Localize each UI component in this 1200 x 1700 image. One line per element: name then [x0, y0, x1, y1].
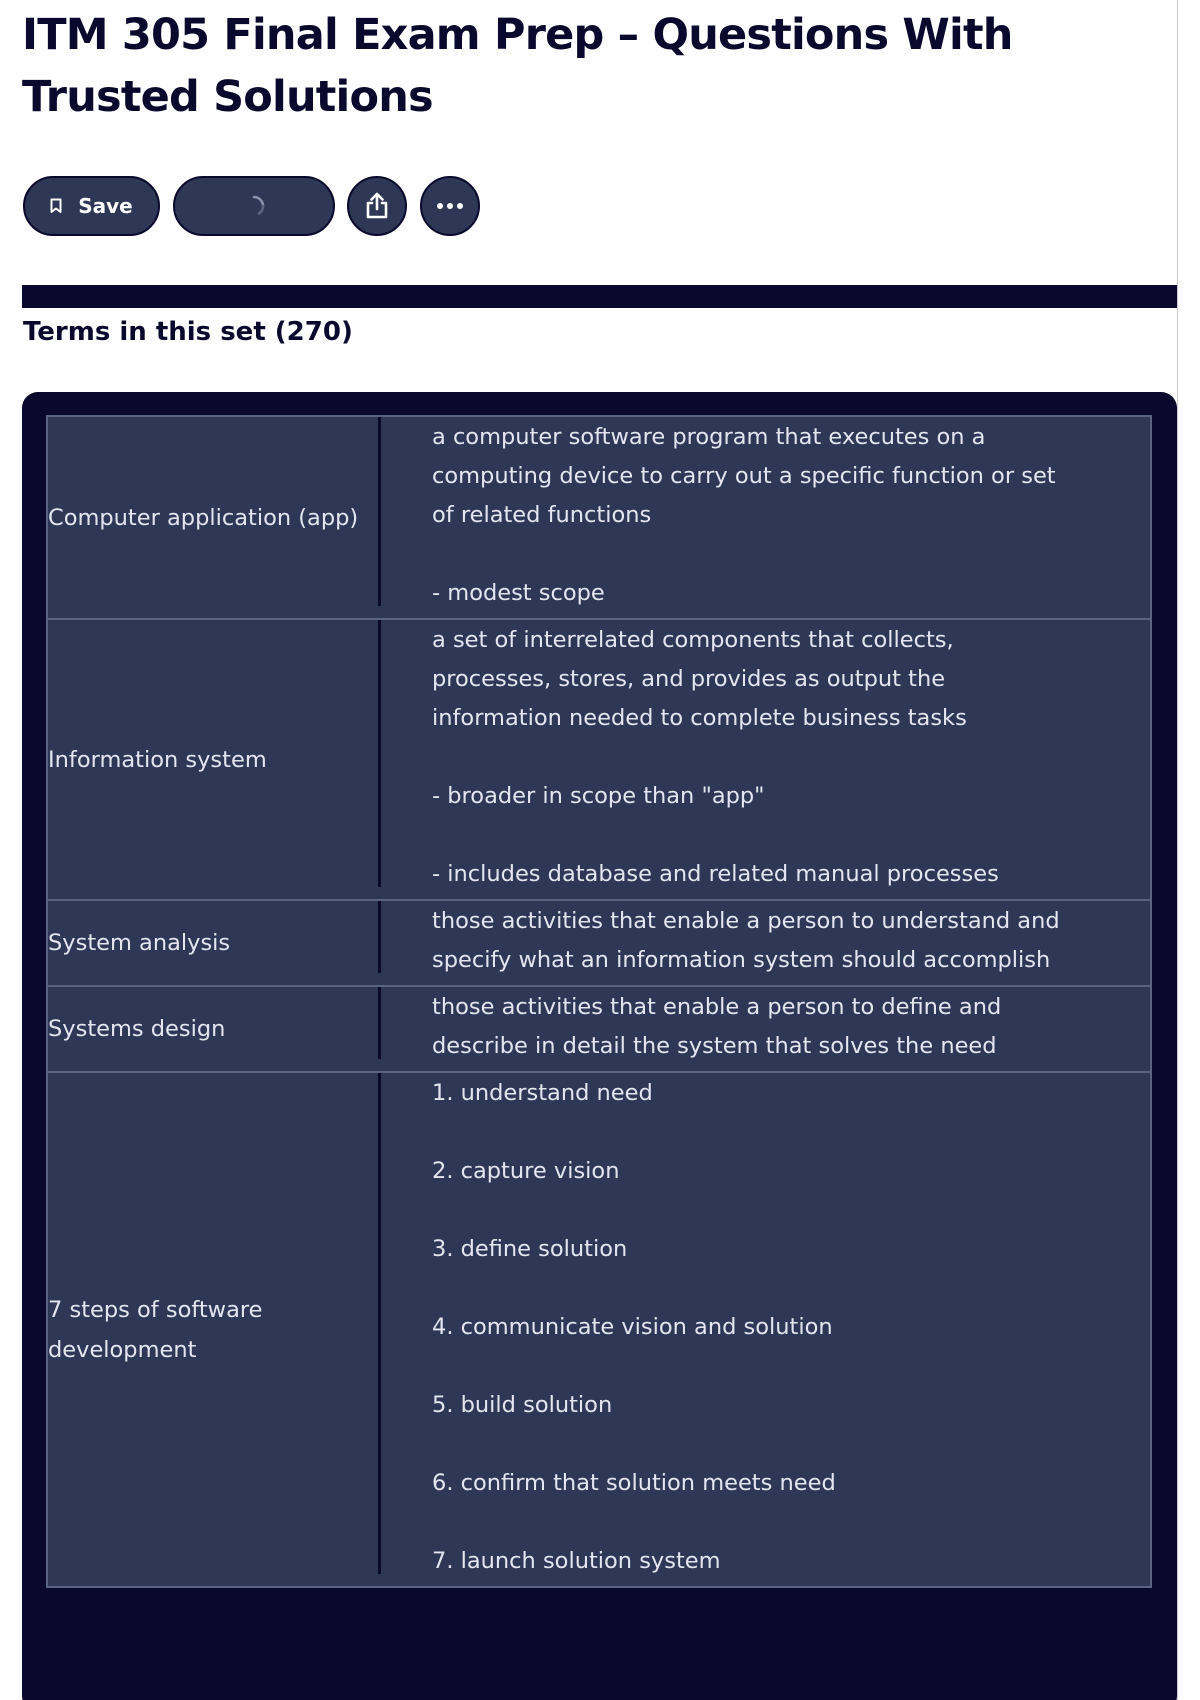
definition-line: - broader in scope than "app" — [432, 783, 765, 809]
term-definition — [403, 417, 1150, 618]
definition-line: describe in detail the system that solves the need — [432, 1033, 997, 1059]
term-row[interactable] — [48, 899, 1150, 985]
definition-spacer — [432, 1269, 1060, 1308]
page-edge-divider — [1177, 0, 1178, 1700]
definition-line: a computer software program that executes on a — [432, 424, 986, 450]
definition-line: a set of interrelated components that collects, — [432, 627, 954, 653]
term-definition — [403, 620, 1150, 899]
spinner-icon — [241, 193, 267, 219]
term-word: Systems design — [48, 987, 403, 1071]
term-word: 7 steps of software development — [48, 1073, 403, 1586]
definition-spacer — [432, 816, 1060, 855]
term-word: Computer application (app) — [48, 417, 403, 618]
definition-line: computing device to carry out a specific function or set — [432, 463, 1056, 489]
page-title: ITM 305 Final Exam Prep – Questions With Trusted Solutions — [22, 10, 1013, 122]
definition-spacer — [432, 1191, 1060, 1230]
definition-spacer — [432, 1347, 1060, 1386]
definition-line: of related functions — [432, 502, 652, 528]
definition-line: 6. confirm that solution meets need — [432, 1470, 836, 1496]
term-definition — [403, 987, 1150, 1071]
terms-card — [22, 392, 1177, 1700]
definition-spacer — [432, 1503, 1060, 1542]
term-row[interactable] — [48, 985, 1150, 1071]
more-icon — [436, 202, 464, 210]
term-word: System analysis — [48, 901, 403, 985]
definition-line: 7. launch solution system — [432, 1548, 721, 1574]
term-definition — [403, 901, 1150, 985]
definition-line: processes, stores, and provides as output the — [432, 666, 946, 692]
save-button-label: Save — [78, 194, 133, 218]
definition-spacer — [432, 738, 1060, 777]
definition-spacer — [432, 1425, 1060, 1464]
term-row[interactable] — [48, 1071, 1150, 1586]
definition-line: 3. define solution — [432, 1236, 628, 1262]
header-divider-bar — [22, 285, 1177, 308]
definition-line: 1. understand need — [432, 1080, 653, 1106]
term-word: Information system — [48, 620, 403, 899]
definition-line: 2. capture vision — [432, 1158, 620, 1184]
definition-line: 5. build solution — [432, 1392, 613, 1418]
definition-spacer — [432, 1113, 1060, 1152]
save-button[interactable] — [23, 176, 160, 236]
definition-line: 4. communicate vision and solution — [432, 1314, 833, 1340]
share-button[interactable] — [347, 176, 407, 236]
definition-spacer — [432, 535, 1060, 574]
share-icon — [364, 192, 390, 220]
definition-line: information needed to complete business tasks — [432, 705, 967, 731]
terms-count-heading: Terms in this set (270) — [23, 317, 353, 347]
definition-line: - includes database and related manual processes — [432, 861, 999, 887]
term-row[interactable] — [48, 618, 1150, 899]
definition-line: - modest scope — [432, 580, 605, 606]
loading-button[interactable] — [173, 176, 335, 236]
terms-table — [46, 415, 1152, 1588]
definition-line: those activities that enable a person to understand and — [432, 908, 1060, 934]
definition-line: specify what an information system should accomplish — [432, 947, 1051, 973]
more-options-button[interactable] — [420, 176, 480, 236]
term-row[interactable] — [48, 417, 1150, 618]
term-definition — [403, 1073, 1150, 1586]
definition-line: those activities that enable a person to define and — [432, 994, 1002, 1020]
bookmark-icon — [50, 198, 62, 214]
